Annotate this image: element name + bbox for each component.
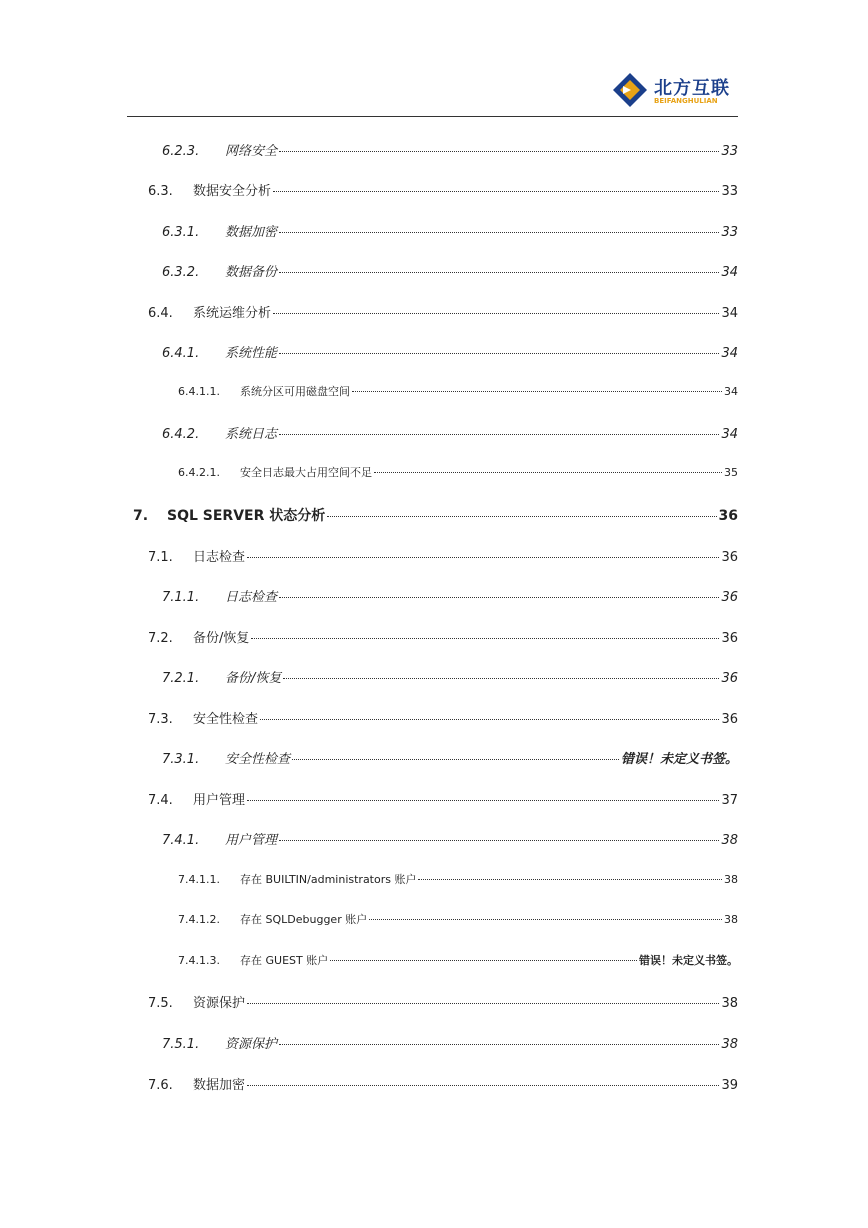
toc-entry-title: 网络安全 <box>225 144 278 159</box>
toc-entry[interactable] <box>178 383 738 399</box>
toc-dot-leader <box>247 557 719 558</box>
toc-entry-page-number: 33 <box>721 144 738 159</box>
toc-entry[interactable] <box>162 423 738 442</box>
toc-dot-leader <box>369 919 722 920</box>
toc-dot-leader <box>247 1085 719 1086</box>
toc-dot-leader <box>418 879 722 880</box>
toc-dot-leader <box>251 638 719 639</box>
toc-dot-leader <box>352 391 722 392</box>
toc-entry[interactable] <box>148 302 738 321</box>
toc-entry-title: 存在 GUEST 账户 <box>240 954 329 967</box>
toc-entry-page-number: 38 <box>721 996 738 1011</box>
toc-dot-leader <box>279 353 719 354</box>
toc-dot-leader <box>292 759 619 760</box>
toc-entry-page-number: 34 <box>721 265 738 280</box>
toc-dot-leader <box>374 472 722 473</box>
toc-entry-number: 6.4.1. <box>162 346 200 361</box>
toc-dot-leader <box>327 516 716 517</box>
toc-entry[interactable] <box>148 546 738 565</box>
toc-entry-number: 6.3. <box>148 184 173 199</box>
toc-entry-number: 7.4. <box>148 793 173 808</box>
toc-dot-leader <box>283 678 719 679</box>
toc-entry-number: 7.3. <box>148 712 173 727</box>
toc-entry-number: 6.3.2. <box>162 265 200 280</box>
toc-entry-number: 7.2.1. <box>162 671 200 686</box>
toc-entry-page-number: 35 <box>724 466 738 479</box>
toc-entry-title: 安全日志最大占用空间不足 <box>240 466 372 479</box>
toc-entry-number: 6.4.2.1. <box>178 466 220 479</box>
toc-dot-leader <box>247 800 719 801</box>
toc-dot-leader <box>273 191 719 192</box>
toc-entry-error-text: 错误！未定义书签。 <box>620 752 738 767</box>
toc-entry-number: 7. <box>133 508 149 524</box>
toc-entry[interactable] <box>148 789 738 808</box>
toc-entry-number: 7.3.1. <box>162 752 200 767</box>
toc-entry-number: 7.1.1. <box>162 590 200 605</box>
toc-entry-page-number: 36 <box>721 550 738 565</box>
toc-entry-number: 6.3.1. <box>162 225 200 240</box>
toc-entry[interactable] <box>162 748 738 767</box>
toc-dot-leader <box>279 232 719 233</box>
toc-entry-page-number: 38 <box>724 873 738 886</box>
toc-entry-number: 7.4.1.1. <box>178 873 220 886</box>
toc-entry-page-number: 37 <box>721 793 738 808</box>
toc-entry-title: 数据备份 <box>225 265 278 280</box>
toc-entry-page-number: 36 <box>721 712 738 727</box>
toc-entry-page-number: 38 <box>724 913 738 926</box>
toc-dot-leader <box>279 1044 719 1045</box>
logo-english-name: BEIFANGHULIAN <box>654 97 718 105</box>
toc-entry[interactable] <box>148 180 738 199</box>
toc-entry-number: 6.4.1.1. <box>178 385 220 398</box>
toc-dot-leader <box>260 719 719 720</box>
toc-entry-title: 数据安全分析 <box>193 184 272 199</box>
toc-entry-page-number: 38 <box>721 1037 738 1052</box>
toc-entry-title: 存在 BUILTIN/administrators 账户 <box>240 873 417 886</box>
toc-entry-title: 用户管理 <box>225 833 278 848</box>
toc-entry-page-number: 33 <box>721 225 738 240</box>
toc-dot-leader <box>273 313 719 314</box>
toc-entry-page-number: 36 <box>718 508 738 524</box>
toc-entry-title: 系统日志 <box>225 427 278 442</box>
toc-entry-title: 日志检查 <box>225 590 278 605</box>
toc-entry-title: 日志检查 <box>193 550 246 565</box>
toc-entry-page-number: 34 <box>724 385 738 398</box>
toc-dot-leader <box>330 960 637 961</box>
toc-entry-title: 资源保护 <box>193 996 246 1011</box>
toc-entry-number: 7.6. <box>148 1078 173 1093</box>
toc-entry[interactable] <box>162 1033 738 1052</box>
toc-entry-number: 7.1. <box>148 550 173 565</box>
toc-entry[interactable] <box>148 1074 738 1093</box>
toc-entry-number: 6.4.2. <box>162 427 200 442</box>
toc-entry-page-number: 39 <box>721 1078 738 1093</box>
toc-dot-leader <box>247 1003 719 1004</box>
toc-entry[interactable] <box>178 952 738 968</box>
toc-entry-page-number: 38 <box>721 833 738 848</box>
toc-dot-leader <box>279 272 719 273</box>
toc-entry-page-number: 36 <box>721 671 738 686</box>
logo-chinese-name: 北方互联 <box>654 78 730 99</box>
toc-entry[interactable] <box>178 464 738 480</box>
toc-entry-page-number: 36 <box>721 590 738 605</box>
toc-entry-error-text: 错误！未定义书签。 <box>639 954 738 967</box>
toc-entry[interactable] <box>162 586 738 605</box>
toc-entry[interactable] <box>162 140 738 159</box>
toc-entry-title: 系统分区可用磁盘空间 <box>240 385 350 398</box>
toc-entry-title: 数据加密 <box>225 225 278 240</box>
toc-entry-page-number: 34 <box>721 427 738 442</box>
toc-entry-number: 7.4.1.2. <box>178 913 220 926</box>
toc-entry-page-number: 34 <box>721 346 738 361</box>
toc-entry-page-number: 36 <box>721 631 738 646</box>
toc-entry-title: 系统性能 <box>225 346 278 361</box>
toc-entry-title: 存在 SQLDebugger 账户 <box>240 913 368 926</box>
toc-dot-leader <box>279 597 719 598</box>
toc-entry-number: 7.4.1.3. <box>178 954 220 967</box>
toc-entry[interactable] <box>148 992 738 1011</box>
toc-entry[interactable] <box>148 708 738 727</box>
header-divider <box>127 116 738 117</box>
company-logo <box>612 70 742 110</box>
toc-entry[interactable] <box>148 627 738 646</box>
toc-entry-number: 7.4.1. <box>162 833 200 848</box>
toc-entry[interactable] <box>178 911 738 927</box>
toc-entry-number: 7.5. <box>148 996 173 1011</box>
toc-entry[interactable] <box>162 342 738 361</box>
toc-entry-title: 安全性检查 <box>225 752 291 767</box>
toc-entry-number: 6.4. <box>148 306 173 321</box>
toc-entry[interactable] <box>162 221 738 240</box>
toc-entry-title: 备份/恢复 <box>225 671 282 686</box>
toc-entry-page-number: 34 <box>721 306 738 321</box>
toc-entry-title: 数据加密 <box>193 1078 246 1093</box>
toc-entry[interactable] <box>162 667 738 686</box>
toc-dot-leader <box>279 434 719 435</box>
toc-entry[interactable] <box>162 829 738 848</box>
toc-entry-title: 系统运维分析 <box>193 306 272 321</box>
toc-entry-title: 安全性检查 <box>193 712 259 727</box>
toc-entry-number: 7.2. <box>148 631 173 646</box>
toc-entry-number: 7.5.1. <box>162 1037 200 1052</box>
toc-entry-number: 6.2.3. <box>162 144 200 159</box>
toc-entry-title: 资源保护 <box>225 1037 278 1052</box>
toc-entry-title: 备份/恢复 <box>193 631 250 646</box>
toc-entry-title: 用户管理 <box>193 793 246 808</box>
toc-dot-leader <box>279 151 719 152</box>
toc-entry-page-number: 33 <box>721 184 738 199</box>
toc-dot-leader <box>279 840 719 841</box>
toc-entry[interactable] <box>162 261 738 280</box>
logo-mark-icon <box>612 72 648 108</box>
toc-entry[interactable] <box>178 871 738 887</box>
toc-entry[interactable] <box>133 505 738 525</box>
toc-entry-title: SQL SERVER 状态分析 <box>167 508 326 524</box>
